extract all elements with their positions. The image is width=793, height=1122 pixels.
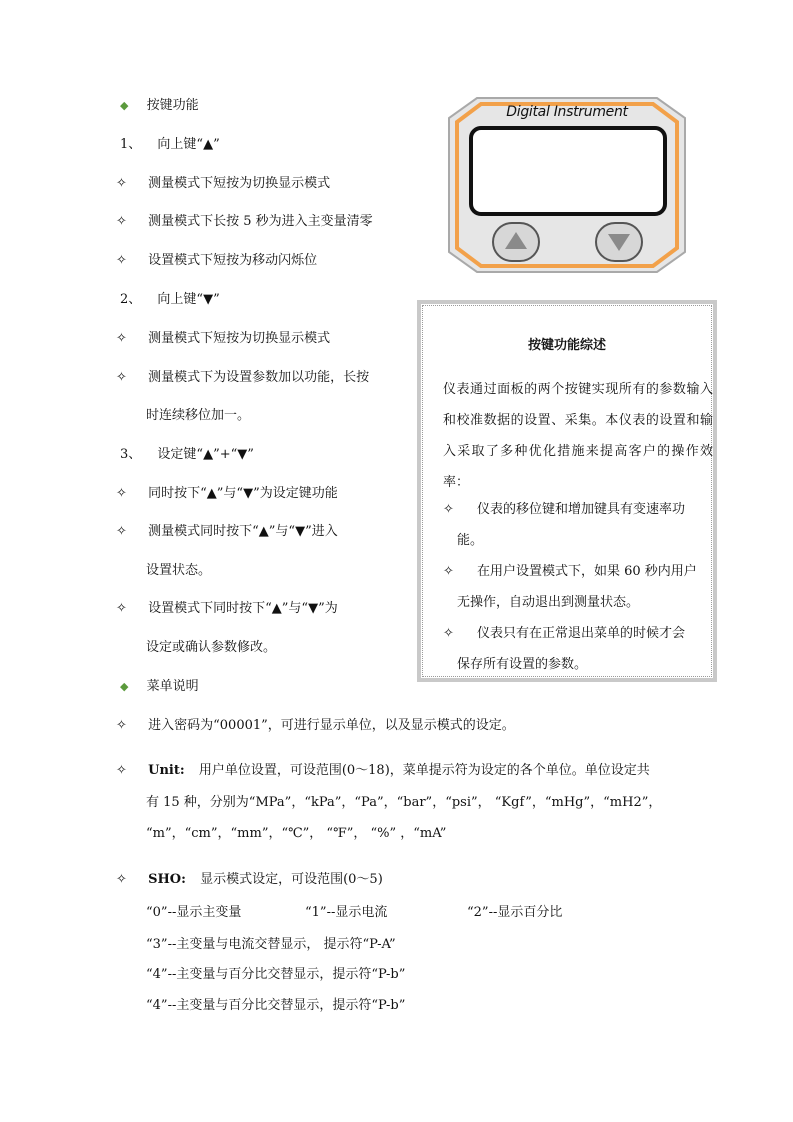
summary-bullet: ✧ 在用户设置模式下，如果 60 秒内用户 无操作，自动退出到测量状态。 — [443, 556, 713, 618]
device-title: Digital Instrument — [506, 104, 628, 120]
star-bullet-icon: ✧ — [116, 331, 127, 346]
star-bullet-icon: ✧ — [116, 176, 127, 191]
down-key-heading: 2、 向上键“▼” — [120, 292, 220, 307]
star-bullet-icon: ✧ — [443, 564, 454, 579]
star-bullet-icon: ✧ — [116, 872, 127, 887]
star-bullet-icon: ✧ — [116, 214, 127, 229]
star-bullet-icon: ✧ — [116, 370, 127, 385]
star-bullet-icon: ✧ — [116, 524, 127, 539]
sho-option-1: “1”--显示电流 — [305, 905, 388, 920]
list-item-continuation: 设置状态。 — [146, 563, 212, 578]
star-bullet-icon: ✧ — [443, 626, 454, 641]
sho-item: ✧ SHO: 显示模式设定，可设范围(0～5) — [116, 872, 383, 887]
sho-option-2: “2”--显示百分比 — [467, 905, 563, 920]
unit-label: Unit: — [148, 763, 185, 778]
summary-bullet: ✧ 仪表的移位键和增加键具有变速率功 能。 — [443, 494, 713, 556]
sho-option-4-repeat: “4”--主变量与百分比交替显示，提示符“P-b” — [146, 998, 406, 1013]
sho-option-0: “0”--显示主变量 — [146, 905, 242, 920]
list-item-continuation: 时连续移位加一。 — [146, 408, 251, 423]
star-bullet-icon: ✧ — [116, 763, 127, 778]
password-item: ✧ 进入密码为“00001”，可进行显示单位，以及显示模式的设定。 — [116, 718, 515, 733]
list-item: ✧ 测量模式下短按为切换显示模式 — [116, 176, 331, 191]
star-bullet-icon: ✧ — [443, 502, 454, 517]
key-function-heading: ◆ 按键功能 — [120, 98, 199, 113]
summary-paragraph: 仪表通过面板的两个按键实现所有的参数输入和校准数据的设置、采集。本仪表的设置和输入采取了多种优化措施来提高客户的操作效率： — [443, 382, 713, 490]
summary-bullet: ✧ 仪表只有在正常退出菜单的时候才会 保存所有设置的参数。 — [443, 618, 713, 680]
list-item-continuation: 设定或确认参数修改。 — [146, 640, 277, 655]
device-drawing — [447, 96, 687, 274]
summary-title: 按键功能综述 — [527, 338, 606, 353]
device-screen — [471, 128, 665, 214]
menu-heading: ◆ 菜单说明 — [120, 679, 199, 694]
unit-item: ✧ Unit: 用户单位设置，可设范围(0～18)，菜单提示符为设定的各个单位。单位设定共 — [116, 763, 650, 778]
list-item: ✧ 设置模式下同时按下“▲”与“▼”为 — [116, 601, 338, 616]
set-key-heading: 3、 设定键“▲”+“▼” — [120, 447, 254, 462]
star-bullet-icon: ✧ — [116, 718, 127, 733]
list-item: ✧ 测量模式下为设置参数加以功能，长按 — [116, 370, 370, 385]
diamond-bullet-icon: ◆ — [120, 99, 129, 112]
star-bullet-icon: ✧ — [116, 253, 127, 268]
key-function-summary-box — [417, 300, 717, 682]
list-item: ✧ 同时按下“▲”与“▼”为设定键功能 — [116, 486, 338, 501]
sho-label: SHO: — [148, 872, 186, 887]
list-item: ✧ 测量模式下长按 5 秒为进入主变量清零 — [116, 214, 373, 229]
sho-option-3: “3”--主变量与电流交替显示， 提示符“P-A” — [146, 937, 396, 952]
sho-option-4: “4”--主变量与百分比交替显示，提示符“P-b” — [146, 967, 406, 982]
up-key-heading: 1、 向上键“▲” — [120, 137, 220, 152]
unit-line-3: “m”，“cm”，“mm”，“℃”， “℉”， “%” ，“mA” — [146, 826, 447, 841]
list-item: ✧ 设置模式下短按为移动闪烁位 — [116, 253, 318, 268]
diamond-bullet-icon: ◆ — [120, 680, 129, 693]
list-item: ✧ 测量模式下短按为切换显示模式 — [116, 331, 331, 346]
star-bullet-icon: ✧ — [116, 601, 127, 616]
list-item: ✧ 测量模式同时按下“▲”与“▼”进入 — [116, 524, 338, 539]
digital-instrument-illustration — [447, 96, 687, 274]
unit-line-2: 有 15 种，分别为“MPa”，“kPa”，“Pa”，“bar”，“psi”， “Kgf”，“mHg”，“mH2”， — [146, 795, 662, 810]
star-bullet-icon: ✧ — [116, 486, 127, 501]
